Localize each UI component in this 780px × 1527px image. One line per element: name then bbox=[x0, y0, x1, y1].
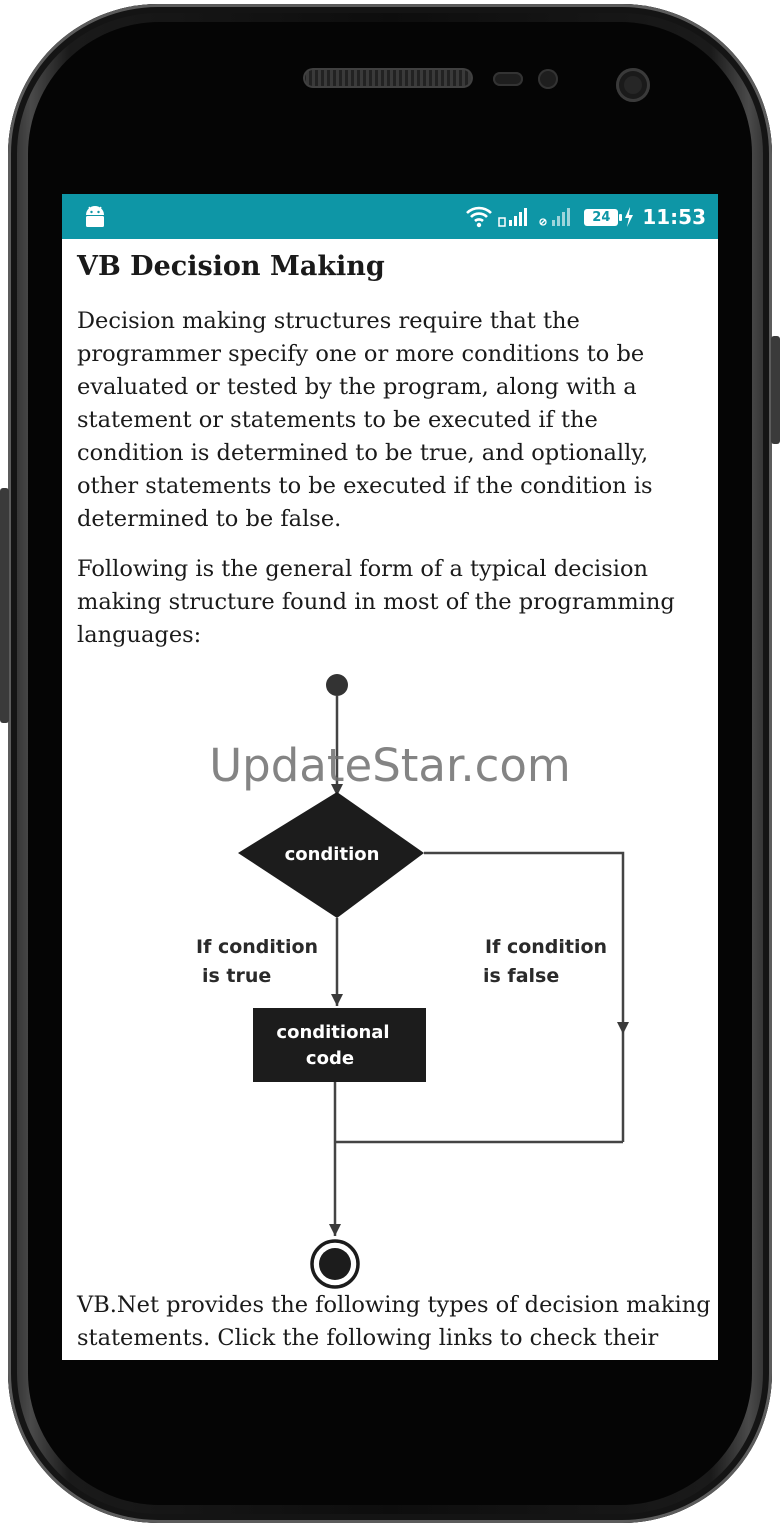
process-label-line1: conditional bbox=[276, 1022, 390, 1043]
status-clock: 11:53 bbox=[642, 205, 706, 229]
volume-button bbox=[0, 488, 9, 723]
charging-icon bbox=[624, 206, 634, 228]
front-camera bbox=[616, 68, 650, 102]
status-icons bbox=[466, 202, 706, 232]
power-button bbox=[771, 336, 780, 444]
signal-icon bbox=[498, 206, 532, 228]
wifi-icon bbox=[466, 206, 492, 228]
status-bar bbox=[62, 194, 718, 239]
battery-icon bbox=[584, 209, 618, 226]
false-label-line2: is false bbox=[483, 965, 560, 987]
decision-label: condition bbox=[284, 844, 380, 865]
process-node bbox=[253, 1008, 426, 1082]
process-label-line2: code bbox=[305, 1048, 355, 1069]
proximity-sensor bbox=[493, 72, 523, 86]
screen bbox=[62, 194, 718, 1360]
general-form-paragraph: Following is the general form of a typical decision making structure found in most of the programming languages: bbox=[77, 556, 675, 648]
intro-paragraph: Decision making structures require that the programmer specify one or more conditions to be evaluated or tested by the program, along with a statement or statements to be executed if the condition is determined to be true, and optionally, other statements to be executed if the condition is determined to be false. bbox=[77, 308, 653, 532]
battery-level: 24 bbox=[592, 209, 611, 225]
signal-icon bbox=[538, 206, 578, 228]
watermark: UpdateStar.com bbox=[209, 739, 571, 792]
android-icon bbox=[82, 203, 108, 229]
statement-types-paragraph: VB.Net provides the following types of decision making statements. Click the following links to check their bbox=[77, 1292, 711, 1351]
true-label-line1: If condition bbox=[196, 936, 319, 958]
light-sensor bbox=[538, 69, 558, 89]
true-label-line2: is true bbox=[202, 965, 272, 987]
end-node-inner bbox=[319, 1248, 351, 1280]
start-node bbox=[326, 674, 348, 696]
false-label-line1: If condition bbox=[485, 936, 608, 958]
page-title: VB Decision Making bbox=[77, 251, 385, 282]
earpiece-speaker bbox=[303, 68, 473, 88]
